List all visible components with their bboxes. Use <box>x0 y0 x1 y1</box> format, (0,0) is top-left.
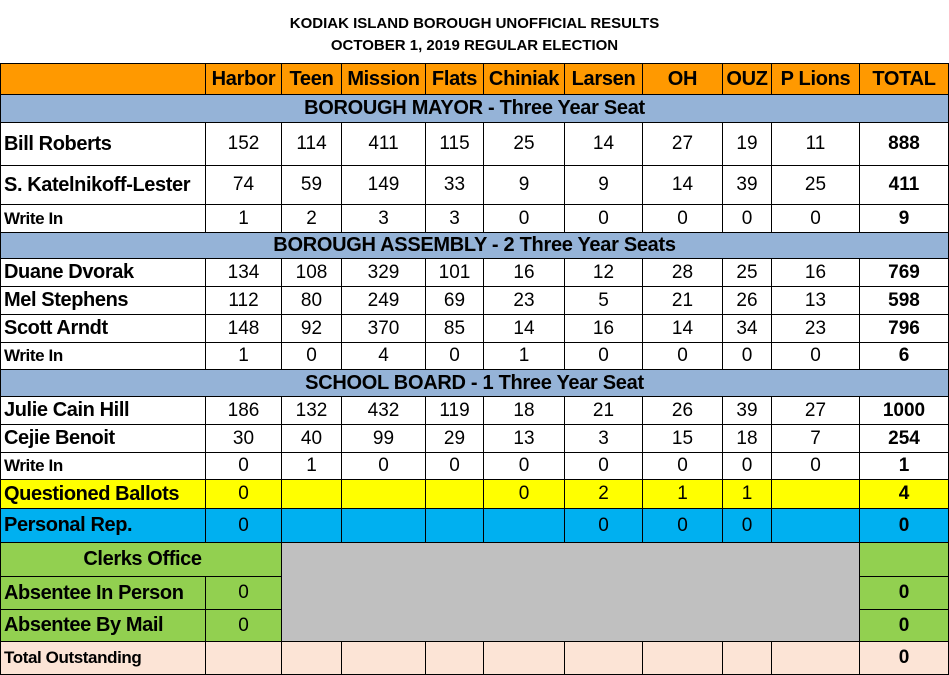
value-mayor_write_in-chiniak: 0 <box>484 205 565 233</box>
report-title: KODIAK ISLAND BOROUGH UNOFFICIAL RESULTS <box>289 15 660 32</box>
value-questioned-teen <box>282 480 342 509</box>
value-questioned-chiniak: 0 <box>484 480 565 509</box>
total-questioned-total: 4 <box>860 480 949 509</box>
value-cain_hill-plions: 27 <box>772 397 860 425</box>
value-stephens-harbor: 112 <box>206 287 282 315</box>
value-cain_hill-larsen: 21 <box>565 397 643 425</box>
row-label-cain_hill: Julie Cain Hill <box>0 397 206 425</box>
value-dvorak-oh: 28 <box>643 259 723 287</box>
value-school_write_in-mission: 0 <box>342 453 426 480</box>
value-mayor_write_in-ouz: 0 <box>723 205 772 233</box>
column-header-plions: P Lions <box>772 63 860 95</box>
column-header-larsen: Larsen <box>565 63 643 95</box>
value-assembly_write_in-larsen: 0 <box>565 343 643 370</box>
value-dvorak-chiniak: 16 <box>484 259 565 287</box>
value-dvorak-ouz: 25 <box>723 259 772 287</box>
value-absentee_in_person-harbor: 0 <box>206 577 282 610</box>
value-katelnikoff-mission: 149 <box>342 166 426 205</box>
value-mayor_write_in-mission: 3 <box>342 205 426 233</box>
row-label-school_write_in: Write In <box>0 453 206 480</box>
column-header-ouz: OUZ <box>723 63 772 95</box>
value-mayor_write_in-teen: 2 <box>282 205 342 233</box>
column-header-flats: Flats <box>426 63 484 95</box>
value-personal_rep-chiniak <box>484 509 565 543</box>
total-absentee_by_mail: 0 <box>860 610 949 642</box>
value-personal_rep-harbor: 0 <box>206 509 282 543</box>
value-katelnikoff-oh: 14 <box>643 166 723 205</box>
total-arndt-total: 796 <box>860 315 949 343</box>
value-school_write_in-harbor: 0 <box>206 453 282 480</box>
value-stephens-oh: 21 <box>643 287 723 315</box>
value-katelnikoff-teen: 59 <box>282 166 342 205</box>
value-dvorak-mission: 329 <box>342 259 426 287</box>
column-header-total: TOTAL <box>860 63 949 95</box>
value-total_outstanding-ouz <box>723 642 772 675</box>
value-personal_rep-teen <box>282 509 342 543</box>
value-arndt-chiniak: 14 <box>484 315 565 343</box>
value-assembly_write_in-oh: 0 <box>643 343 723 370</box>
total-dvorak-total: 769 <box>860 259 949 287</box>
value-katelnikoff-ouz: 39 <box>723 166 772 205</box>
value-arndt-teen: 92 <box>282 315 342 343</box>
value-benoit-larsen: 3 <box>565 425 643 453</box>
row-label-stephens: Mel Stephens <box>0 287 206 315</box>
value-katelnikoff-flats: 33 <box>426 166 484 205</box>
value-mayor_write_in-oh: 0 <box>643 205 723 233</box>
value-bill_roberts-mission: 411 <box>342 123 426 166</box>
value-bill_roberts-plions: 11 <box>772 123 860 166</box>
value-mayor_write_in-larsen: 0 <box>565 205 643 233</box>
value-personal_rep-oh: 0 <box>643 509 723 543</box>
value-total_outstanding-teen <box>282 642 342 675</box>
row-label-total_outstanding: Total Outstanding <box>0 642 206 675</box>
value-benoit-ouz: 18 <box>723 425 772 453</box>
value-stephens-flats: 69 <box>426 287 484 315</box>
value-dvorak-plions: 16 <box>772 259 860 287</box>
value-mayor_write_in-flats: 3 <box>426 205 484 233</box>
column-header-chiniak: Chiniak <box>484 63 565 95</box>
value-mayor_write_in-plions: 0 <box>772 205 860 233</box>
total-katelnikoff-total: 411 <box>860 166 949 205</box>
value-school_write_in-plions: 0 <box>772 453 860 480</box>
value-questioned-larsen: 2 <box>565 480 643 509</box>
report-subtitle: OCTOBER 1, 2019 REGULAR ELECTION <box>330 37 619 54</box>
value-cain_hill-ouz: 39 <box>723 397 772 425</box>
value-personal_rep-plions <box>772 509 860 543</box>
value-arndt-plions: 23 <box>772 315 860 343</box>
value-cain_hill-oh: 26 <box>643 397 723 425</box>
value-dvorak-teen: 108 <box>282 259 342 287</box>
value-cain_hill-mission: 432 <box>342 397 426 425</box>
value-questioned-ouz: 1 <box>723 480 772 509</box>
column-header-harbor: Harbor <box>206 63 282 95</box>
value-dvorak-larsen: 12 <box>565 259 643 287</box>
total-school_write_in-total: 1 <box>860 453 949 480</box>
row-label-personal_rep: Personal Rep. <box>0 509 206 543</box>
row-label-benoit: Cejie Benoit <box>0 425 206 453</box>
value-bill_roberts-teen: 114 <box>282 123 342 166</box>
value-questioned-plions <box>772 480 860 509</box>
gray-block <box>282 543 860 642</box>
value-bill_roberts-chiniak: 25 <box>484 123 565 166</box>
value-total_outstanding-chiniak <box>484 642 565 675</box>
row-label-arndt: Scott Arndt <box>0 315 206 343</box>
value-total_outstanding-plions <box>772 642 860 675</box>
total-total_outstanding: 0 <box>860 642 949 675</box>
value-arndt-larsen: 16 <box>565 315 643 343</box>
value-questioned-oh: 1 <box>643 480 723 509</box>
total-assembly_write_in-total: 6 <box>860 343 949 370</box>
value-personal_rep-flats <box>426 509 484 543</box>
value-benoit-plions: 7 <box>772 425 860 453</box>
row-label-clerks_office: Clerks Office <box>0 543 282 577</box>
value-bill_roberts-harbor: 152 <box>206 123 282 166</box>
value-personal_rep-larsen: 0 <box>565 509 643 543</box>
value-cain_hill-flats: 119 <box>426 397 484 425</box>
value-assembly_write_in-harbor: 1 <box>206 343 282 370</box>
value-assembly_write_in-flats: 0 <box>426 343 484 370</box>
total-benoit-total: 254 <box>860 425 949 453</box>
value-assembly_write_in-ouz: 0 <box>723 343 772 370</box>
value-benoit-mission: 99 <box>342 425 426 453</box>
total-clerks_office <box>860 543 949 577</box>
section-assembly: BOROUGH ASSEMBLY - 2 Three Year Seats <box>0 233 949 259</box>
value-cain_hill-harbor: 186 <box>206 397 282 425</box>
value-arndt-flats: 85 <box>426 315 484 343</box>
value-arndt-mission: 370 <box>342 315 426 343</box>
value-bill_roberts-oh: 27 <box>643 123 723 166</box>
value-dvorak-harbor: 134 <box>206 259 282 287</box>
row-label-bill_roberts: Bill Roberts <box>0 123 206 166</box>
total-cain_hill-total: 1000 <box>860 397 949 425</box>
total-absentee_in_person: 0 <box>860 577 949 610</box>
value-stephens-mission: 249 <box>342 287 426 315</box>
value-school_write_in-larsen: 0 <box>565 453 643 480</box>
value-stephens-larsen: 5 <box>565 287 643 315</box>
value-questioned-harbor: 0 <box>206 480 282 509</box>
header-corner <box>0 63 206 95</box>
value-katelnikoff-plions: 25 <box>772 166 860 205</box>
value-stephens-ouz: 26 <box>723 287 772 315</box>
value-stephens-teen: 80 <box>282 287 342 315</box>
value-dvorak-flats: 101 <box>426 259 484 287</box>
value-stephens-chiniak: 23 <box>484 287 565 315</box>
total-bill_roberts-total: 888 <box>860 123 949 166</box>
value-school_write_in-chiniak: 0 <box>484 453 565 480</box>
value-total_outstanding-oh <box>643 642 723 675</box>
value-cain_hill-teen: 132 <box>282 397 342 425</box>
value-absentee_by_mail-harbor: 0 <box>206 610 282 642</box>
value-questioned-mission <box>342 480 426 509</box>
value-school_write_in-flats: 0 <box>426 453 484 480</box>
value-arndt-harbor: 148 <box>206 315 282 343</box>
column-header-teen: Teen <box>282 63 342 95</box>
row-label-absentee_in_person: Absentee In Person <box>0 577 206 610</box>
total-mayor_write_in-total: 9 <box>860 205 949 233</box>
row-label-mayor_write_in: Write In <box>0 205 206 233</box>
value-assembly_write_in-teen: 0 <box>282 343 342 370</box>
row-label-katelnikoff: S. Katelnikoff-Lester <box>0 166 206 205</box>
value-bill_roberts-flats: 115 <box>426 123 484 166</box>
value-personal_rep-mission <box>342 509 426 543</box>
total-stephens-total: 598 <box>860 287 949 315</box>
value-school_write_in-oh: 0 <box>643 453 723 480</box>
total-personal_rep-total: 0 <box>860 509 949 543</box>
section-school: SCHOOL BOARD - 1 Three Year Seat <box>0 370 949 397</box>
value-benoit-oh: 15 <box>643 425 723 453</box>
value-benoit-teen: 40 <box>282 425 342 453</box>
value-assembly_write_in-mission: 4 <box>342 343 426 370</box>
value-benoit-harbor: 30 <box>206 425 282 453</box>
column-header-mission: Mission <box>342 63 426 95</box>
value-total_outstanding-mission <box>342 642 426 675</box>
value-school_write_in-teen: 1 <box>282 453 342 480</box>
value-total_outstanding-flats <box>426 642 484 675</box>
value-total_outstanding-larsen <box>565 642 643 675</box>
value-questioned-flats <box>426 480 484 509</box>
value-arndt-oh: 14 <box>643 315 723 343</box>
value-katelnikoff-larsen: 9 <box>565 166 643 205</box>
row-label-absentee_by_mail: Absentee By Mail <box>0 610 206 642</box>
value-bill_roberts-ouz: 19 <box>723 123 772 166</box>
value-benoit-flats: 29 <box>426 425 484 453</box>
value-cain_hill-chiniak: 18 <box>484 397 565 425</box>
value-school_write_in-ouz: 0 <box>723 453 772 480</box>
value-katelnikoff-chiniak: 9 <box>484 166 565 205</box>
value-mayor_write_in-harbor: 1 <box>206 205 282 233</box>
value-bill_roberts-larsen: 14 <box>565 123 643 166</box>
value-personal_rep-ouz: 0 <box>723 509 772 543</box>
value-assembly_write_in-chiniak: 1 <box>484 343 565 370</box>
value-stephens-plions: 13 <box>772 287 860 315</box>
value-assembly_write_in-plions: 0 <box>772 343 860 370</box>
row-label-dvorak: Duane Dvorak <box>0 259 206 287</box>
value-benoit-chiniak: 13 <box>484 425 565 453</box>
column-header-oh: OH <box>643 63 723 95</box>
value-total_outstanding-harbor <box>206 642 282 675</box>
value-arndt-ouz: 34 <box>723 315 772 343</box>
row-label-questioned: Questioned Ballots <box>0 480 206 509</box>
section-mayor: BOROUGH MAYOR - Three Year Seat <box>0 95 949 123</box>
row-label-assembly_write_in: Write In <box>0 343 206 370</box>
value-katelnikoff-harbor: 74 <box>206 166 282 205</box>
